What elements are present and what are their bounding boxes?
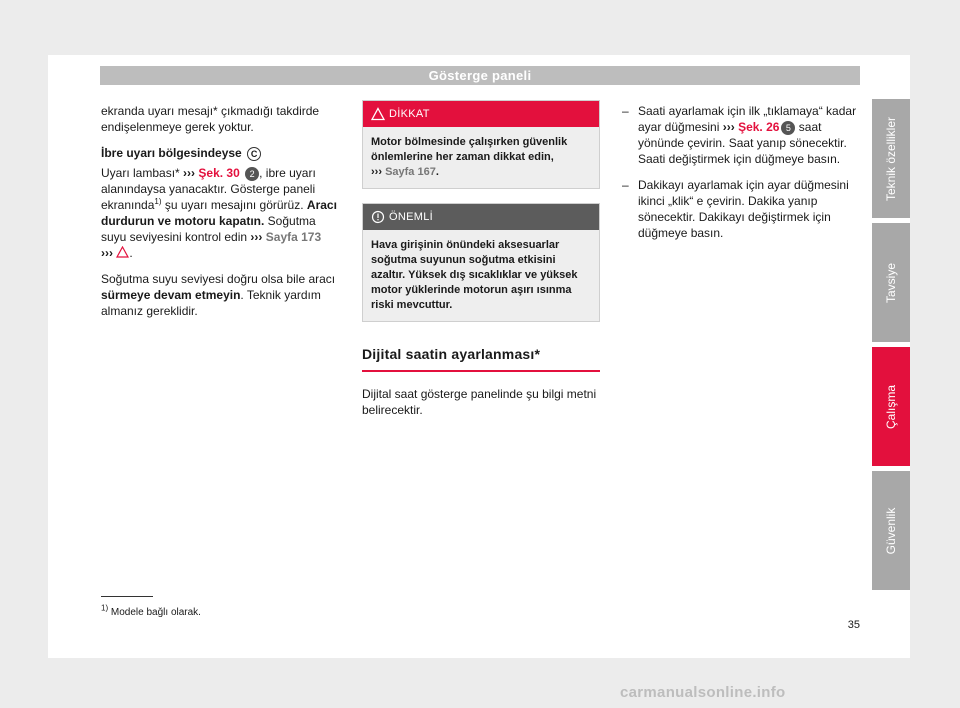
arrow-ref-icon: ››› (183, 166, 196, 180)
text: Dakikayı ayarlamak için ayar düğmesini ikinci „klik“ e çevirin. Dakika yanıp sönecektir. Dakikayı değiştirmek için düğmeye basın. (638, 178, 849, 240)
paragraph-continue (101, 271, 343, 319)
text: , ibre uyarı alanındaysa yanacaktır. Gösterge paneli ekranında (101, 166, 316, 212)
page-header: Gösterge paneli (100, 66, 860, 85)
footnote-mark: 1) (101, 603, 109, 613)
badge-5: 5 (781, 121, 795, 135)
bold-instruction: Aracı durdurun ve motoru kapatın. (101, 198, 337, 228)
bold-instruction: sürmeye devam etmeyin (101, 288, 241, 302)
section-paragraph: Dijital saat gösterge panelinde şu bilgi metni belirecektir. (362, 387, 597, 417)
text: şu uyarı mesajını görürüz. (161, 198, 304, 212)
column-1 (101, 103, 343, 329)
dash-bullet: – (622, 178, 629, 192)
footnote (101, 603, 201, 618)
footnote-divider (101, 596, 153, 597)
column-2 (362, 100, 600, 428)
tab-tavsiye[interactable] (872, 223, 910, 342)
page-number: 35 (847, 619, 860, 631)
tab-guvenlik[interactable] (872, 471, 910, 590)
paragraph-intro: ekranda uyarı mesajı* çıkmadığı takdirde endişelenmeye gerek yoktur. (101, 104, 320, 134)
tab-label: Tavsiye (884, 262, 898, 303)
warning-triangle-icon[interactable] (116, 246, 129, 258)
page-ref-link[interactable]: Sayfa 173 (265, 230, 322, 244)
warning-triangle-icon (371, 107, 385, 121)
arrow-ref-icon: ››› (371, 166, 382, 178)
notice-title (363, 204, 599, 230)
footnote-text: Modele bağlı olarak. (110, 607, 201, 618)
notice-box (362, 203, 600, 322)
paragraph-warning-lamp: Uyarı lambası* ››› Şek. 30 2 , ibre uyarı alanındaysa yanacaktır. Gösterge paneli ekranında$^{1)}$ şu uyarı mesajını görürüz. Aracı durdurun ve motoru kapatın. Soğutma suyu seviyesini kontrol edin ››› Sayfa 173 ››› . (101, 166, 337, 260)
list-item (622, 103, 862, 167)
arrow-ref-icon: ››› (250, 230, 263, 244)
caution-box (362, 100, 600, 189)
notice-title-text: ÖNEMLİ (389, 211, 433, 223)
arrow-ref-icon: ››› (101, 246, 113, 260)
tab-calisma[interactable] (872, 347, 910, 466)
text: Saati ayarlamak için ilk „tıklamaya“ kadar ayar düğmesini (638, 104, 857, 134)
caution-body: Motor bölmesinde çalışırken güvenlik önlemlerine her zaman dikkat edin, ››› Sayfa 167. (363, 127, 599, 188)
caution-title (363, 101, 599, 127)
badge-c: C (247, 147, 261, 161)
text: Soğutma suyu seviyesini kontrol edin (101, 214, 316, 244)
figure-ref-link[interactable]: Şek. 26 (738, 120, 780, 134)
footnote-ref: 1) (154, 197, 162, 206)
arrow-ref-icon: ››› (722, 120, 735, 134)
caution-title-text: DİKKAT (389, 108, 430, 120)
badge-2: 2 (245, 167, 259, 181)
dash-bullet: – (622, 104, 629, 118)
subheading-text: İbre uyarı bölgesindeyse (101, 146, 242, 160)
column-3 (622, 103, 862, 251)
tab-label: Çalışma (884, 384, 898, 429)
list-item (622, 177, 862, 241)
caution-text: Motor bölmesinde çalışırken güvenlik önlemlerine her zaman dikkat edin, (371, 136, 568, 163)
tab-label: Teknik özellikler (884, 116, 898, 201)
text: . Teknik yardım almanız gereklidir. (101, 288, 321, 318)
text: Uyarı lambası* (101, 166, 180, 180)
page-ref-link[interactable]: Sayfa 167 (385, 166, 436, 178)
tab-label: Güvenlik (884, 507, 898, 554)
figure-ref-link[interactable]: Şek. 30 (198, 166, 240, 180)
section-title: Dijital saatin ayarlanması* (362, 346, 600, 372)
text: Soğutma suyu seviyesi doğru olsa bile aracı (101, 272, 336, 286)
subheading-needle (101, 145, 343, 161)
notice-body: Hava girişinin önündeki aksesuarlar soğutma suyunun soğutma etkisini azaltır. Yüksek dış sıcaklıklar ve yüksek motor yüklerinde motorun aşırı ısınma riski mevcuttur. (363, 230, 599, 321)
info-circle-icon (371, 210, 385, 224)
text: saat yönünde çevirin. Saat yanıp sönecektir. Saati değiştirmek için düğmeye basın. (638, 120, 847, 166)
tab-teknik-ozellikler[interactable] (872, 99, 910, 218)
watermark: carmanualsonline.info (620, 684, 786, 701)
